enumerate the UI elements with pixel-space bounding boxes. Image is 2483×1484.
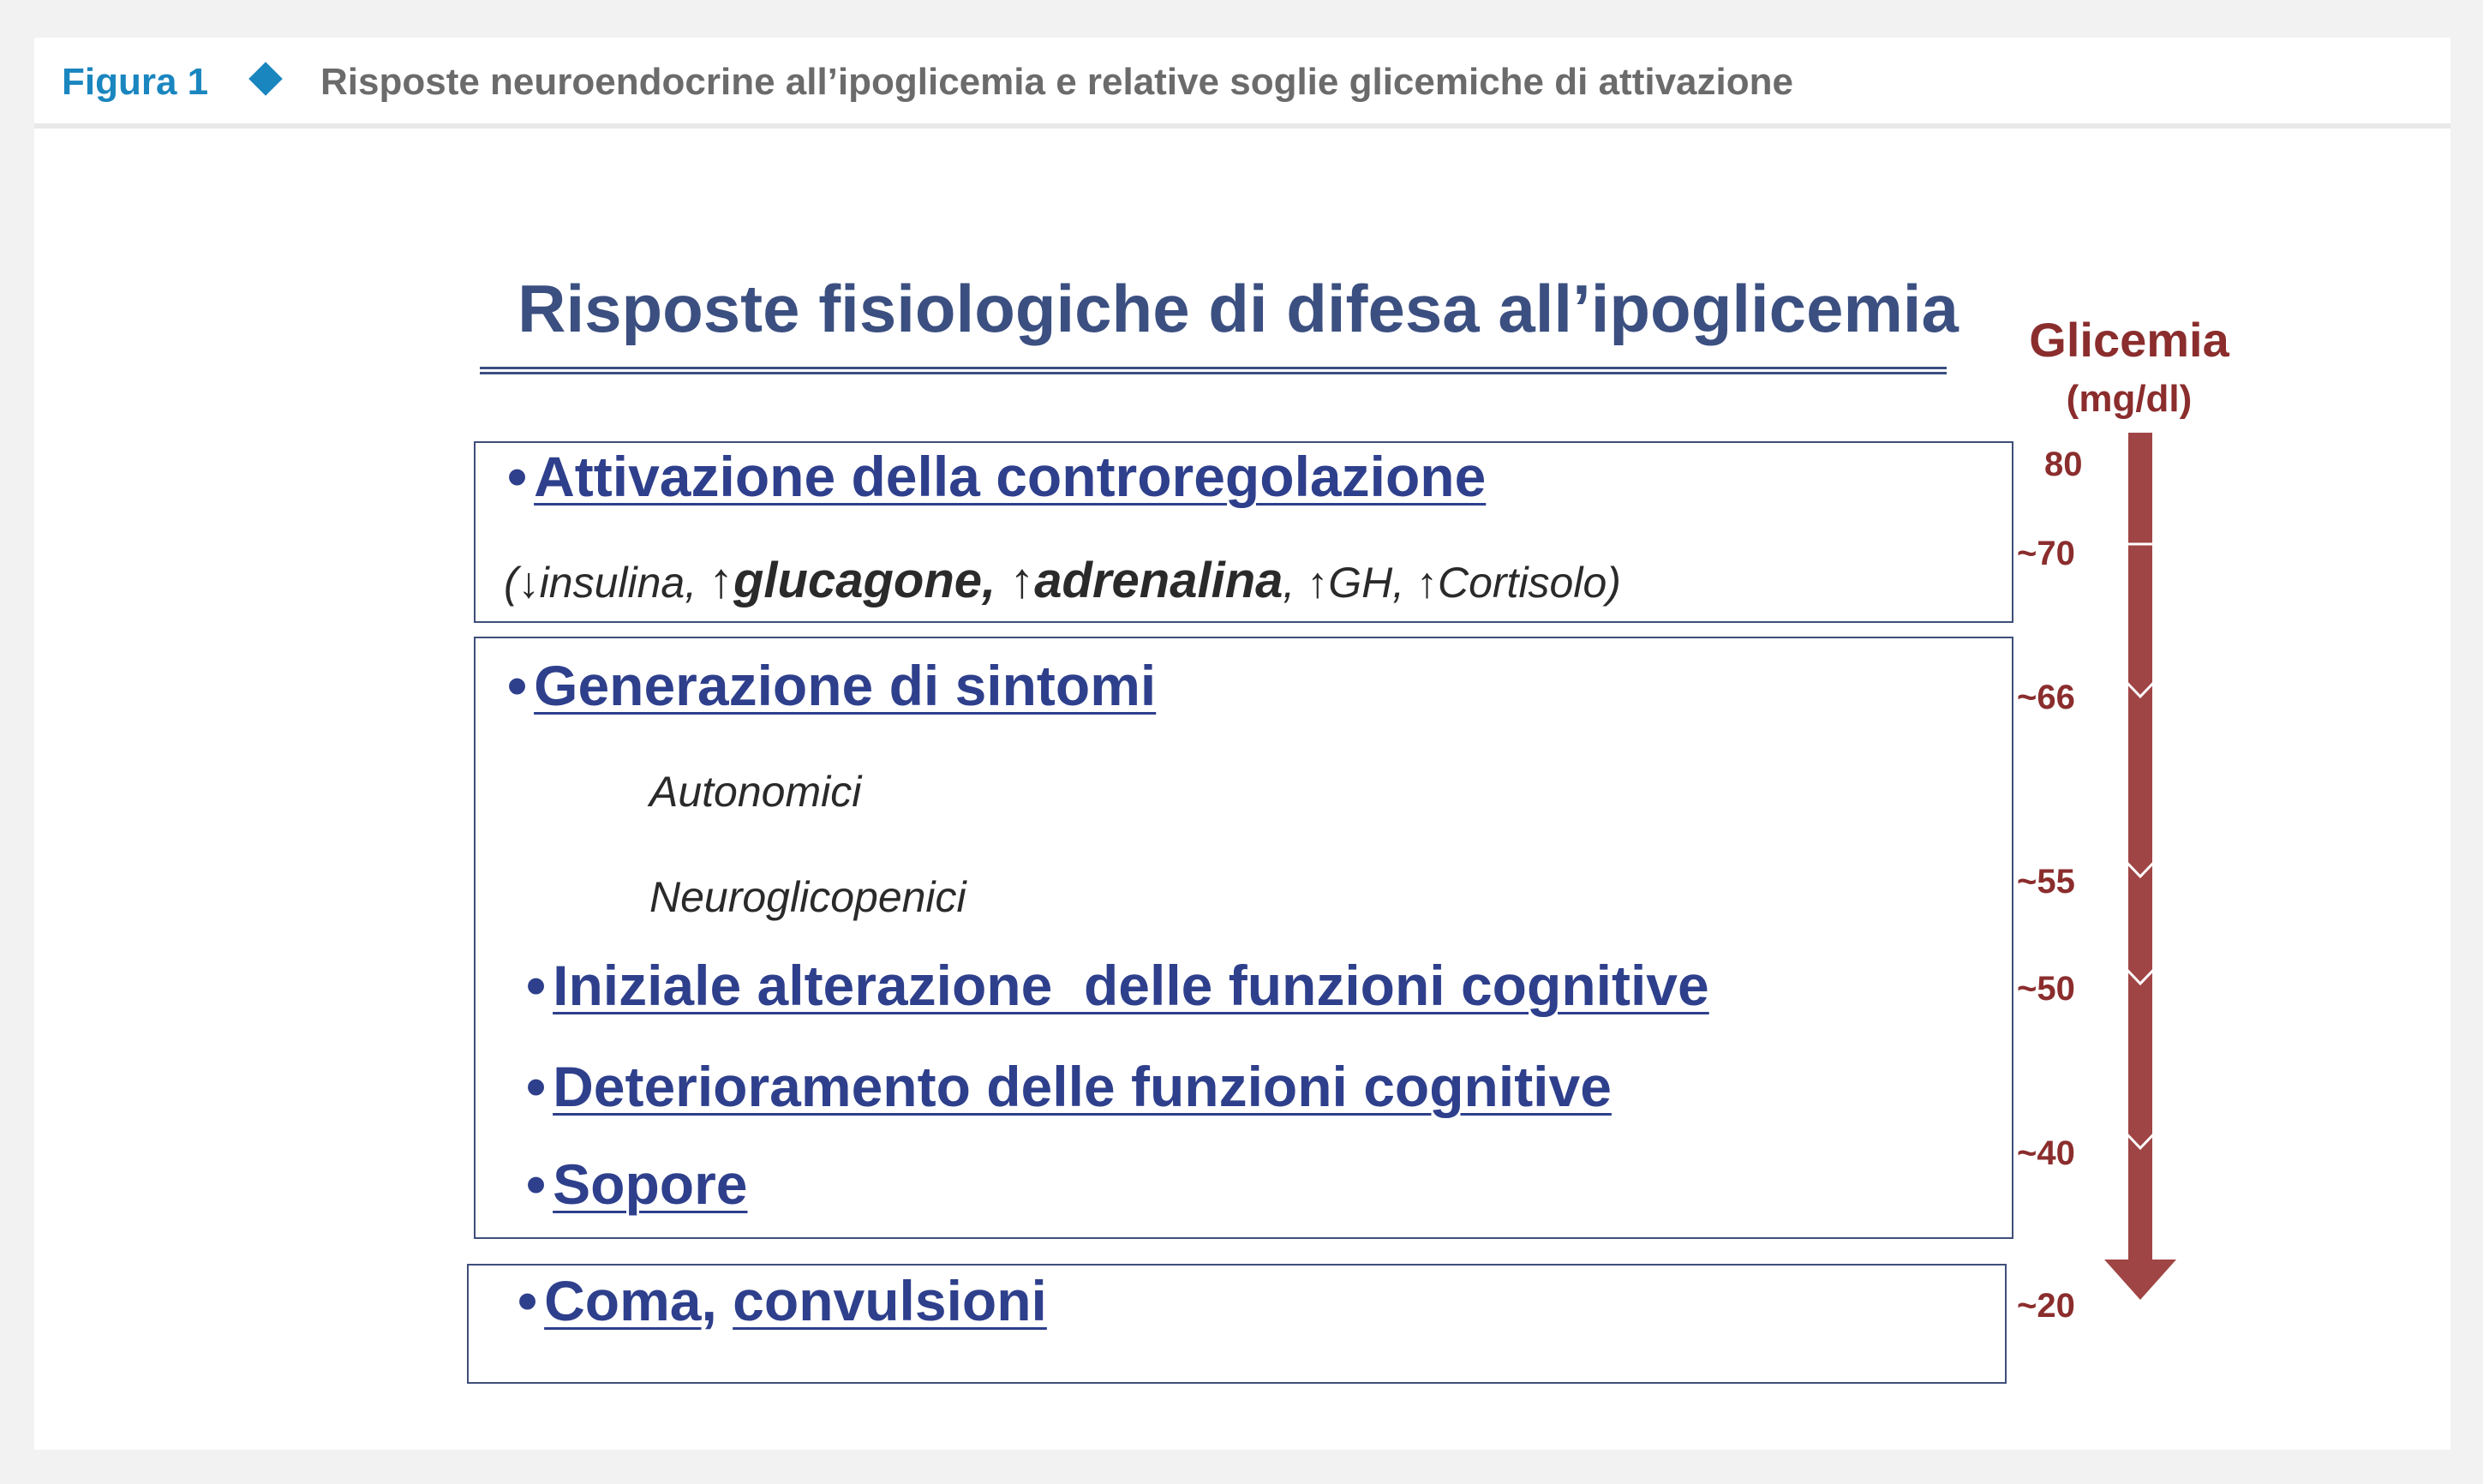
hormone-glucagon: ↑glucagone, [709,553,1010,608]
item-symptoms [507,651,1156,720]
bullet: • [518,1269,538,1332]
item-convulsions-text: convulsioni [733,1269,1047,1332]
threshold-50: ~50 [2017,970,2075,1008]
hormone-gh: ↑GH, [1307,559,1416,607]
hormone-open-paren: ( [504,559,518,607]
item-counterregulation [507,442,1486,511]
item-cognitive-deterioration [526,1052,1612,1121]
item-counterregulation-text: Attivazione della controregolazione [534,445,1487,508]
hormone-adrenaline: ↑adrenalina [1009,553,1283,608]
item-symptoms-text: Generazione di sintomi [534,654,1157,717]
bullet: • [526,1055,547,1118]
item-initial-cognitive-text: Iniziale alterazione delle funzioni cognitive [553,954,1709,1017]
hormone-list [504,554,1621,610]
item-coma-separator: , [701,1269,733,1332]
item-stupor-text: Sopore [553,1152,748,1216]
threshold-80: 80 [2044,446,2083,483]
arrow-head [2104,1260,2176,1300]
figure-caption: Risposte neuroendocrine all’ipoglicemia e relative soglie glicemiche di attivazione [320,61,1793,103]
threshold-55: ~55 [2017,863,2075,901]
item-stupor [526,1150,747,1218]
hormone-comma: , [1283,559,1307,607]
threshold-20: ~20 [2017,1287,2075,1325]
bullet: • [507,654,528,717]
threshold-66: ~66 [2017,679,2075,716]
glycemia-down-arrow [2099,433,2193,1307]
bullet: • [526,1152,547,1216]
box-symptoms [474,637,2013,1239]
hormone-insulin: ↓insulina, [518,559,709,607]
arrow-shaft [2128,433,2152,1260]
item-coma [518,1266,1047,1335]
item-coma-text: Coma [544,1269,702,1332]
hormone-cortisol: ↑Cortisolo) [1415,559,1621,607]
bullet: • [507,445,528,508]
glycemia-title: Glicemia [2029,313,2229,367]
diagram-title: Risposte fisiologiche di difesa all’ipoglicemia [518,271,1959,346]
threshold-70: ~70 [2017,535,2075,572]
sub-autonomic: Autonomici [649,768,862,816]
threshold-40: ~40 [2017,1134,2075,1172]
figure-label: Figura 1 [62,61,209,103]
bullet: • [526,954,547,1017]
item-initial-cognitive [526,951,1709,1020]
item-cognitive-deterioration-text: Deterioramento delle funzioni cognitive [553,1055,1612,1118]
glycemia-unit: (mg/dl) [2066,378,2193,420]
title-underline [480,367,1947,374]
sub-neuroglycopenic: Neuroglicopenici [649,873,966,921]
